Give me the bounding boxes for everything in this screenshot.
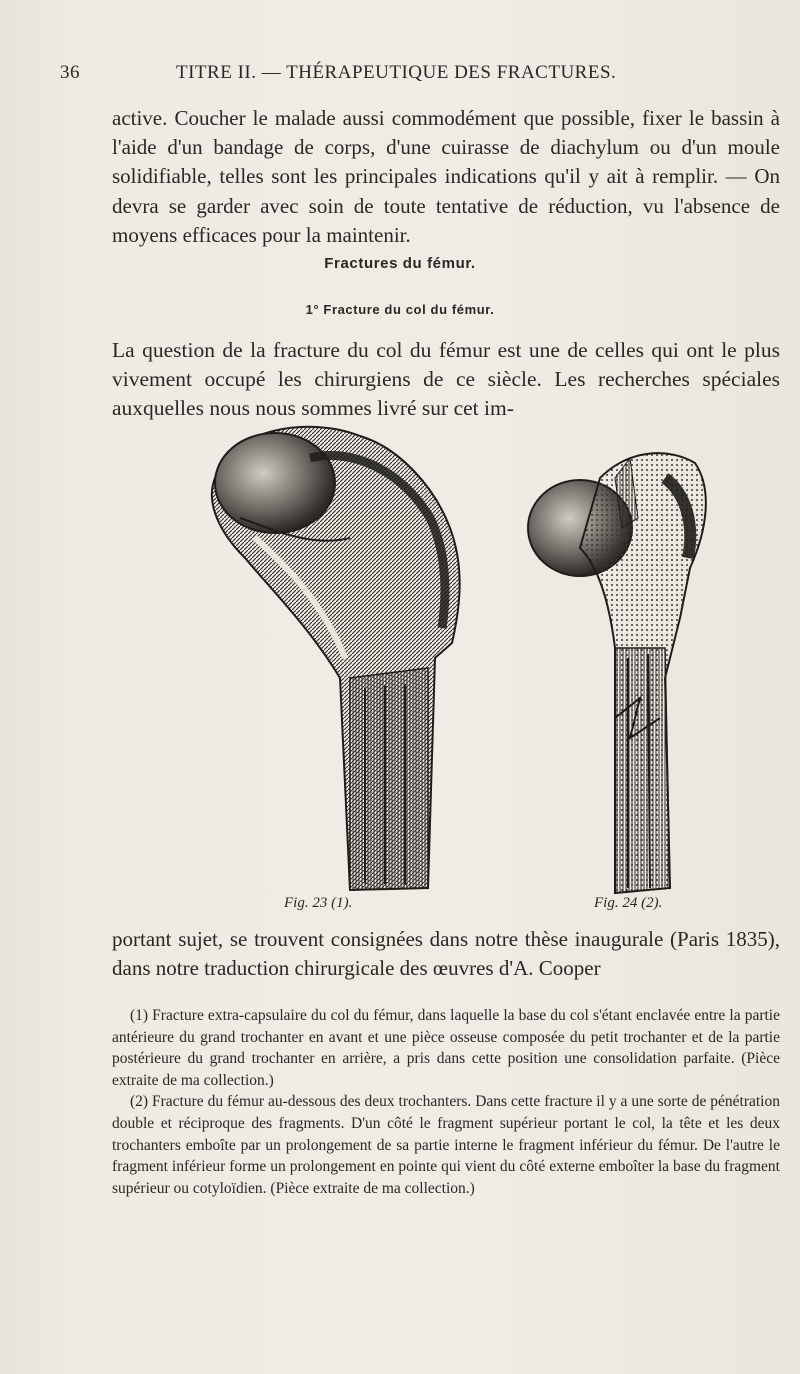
footnote-1: (1) Fracture extra-capsulaire du col du fémur, dans laquelle la base du col s'étant enclavée entre la partie antérieure du grand trochanter en avant et une pièce osseuse composée du petit trochanter et de la partie postérieure du grand trochanter en arrière, a pris dans cette position une consolidation parfaite. (Pièce extraite de ma collection.) (112, 1007, 780, 1089)
page-number: 36 (60, 62, 80, 83)
figures-area (160, 418, 720, 908)
footnotes (112, 1005, 780, 1199)
femur-engravings (160, 418, 720, 908)
running-header (60, 62, 760, 92)
figure-23-femur (212, 427, 460, 890)
footnote-2: (2) Fracture du fémur au-dessous des deux trochanters. Dans cette fracture il y a une sorte de pénétration double et réciproque des fragments. D'un côté le fragment supérieur portant le col, la tête et les deux trochanters emboîte par un prolongement de sa partie interne le fragment inférieur du fémur. De l'autre le fragment inférieur forme un prolongement en pointe qui vient du côté externe emboîter la base du fragment supérieur ou cotyloïdien. (Pièce extraite de ma collection.) (112, 1093, 780, 1197)
figure-24-caption: Fig. 24 (2). (594, 895, 663, 911)
paragraph-3: portant sujet, se trouvent consignées dans notre thèse inaugurale (Paris 1835), dans notre traduction chirurgicale des œuvres d'A. Cooper (112, 927, 780, 981)
section-heading: Fractures du fémur. (324, 255, 476, 272)
figure-24-femur (528, 453, 706, 893)
paragraph-1: active. Coucher le malade aussi commodément que possible, fixer le bassin à l'aide d'un bandage de corps, d'une cuirasse de diachylum ou d'un moule solidifiable, telles sont les principales indications qu'il y ait à remplir. — On devra se garder avec soin de toute tentative de réduction, vu l'absence de moyens efficaces pour la maintenir. (112, 106, 780, 247)
subsection-heading: 1° Fracture du col du fémur. (305, 302, 495, 317)
paragraph-2: La question de la fracture du col du fémur est une de celles qui ont le plus vivement occupé les chirurgiens de ce siècle. Les recherches spéciales auxquelles nous nous sommes livré sur cet im- (112, 338, 780, 421)
figure-23-caption: Fig. 23 (1). (284, 895, 353, 911)
running-title: TITRE II. — THÉRAPEUTIQUE DES FRACTURES. (176, 62, 617, 83)
